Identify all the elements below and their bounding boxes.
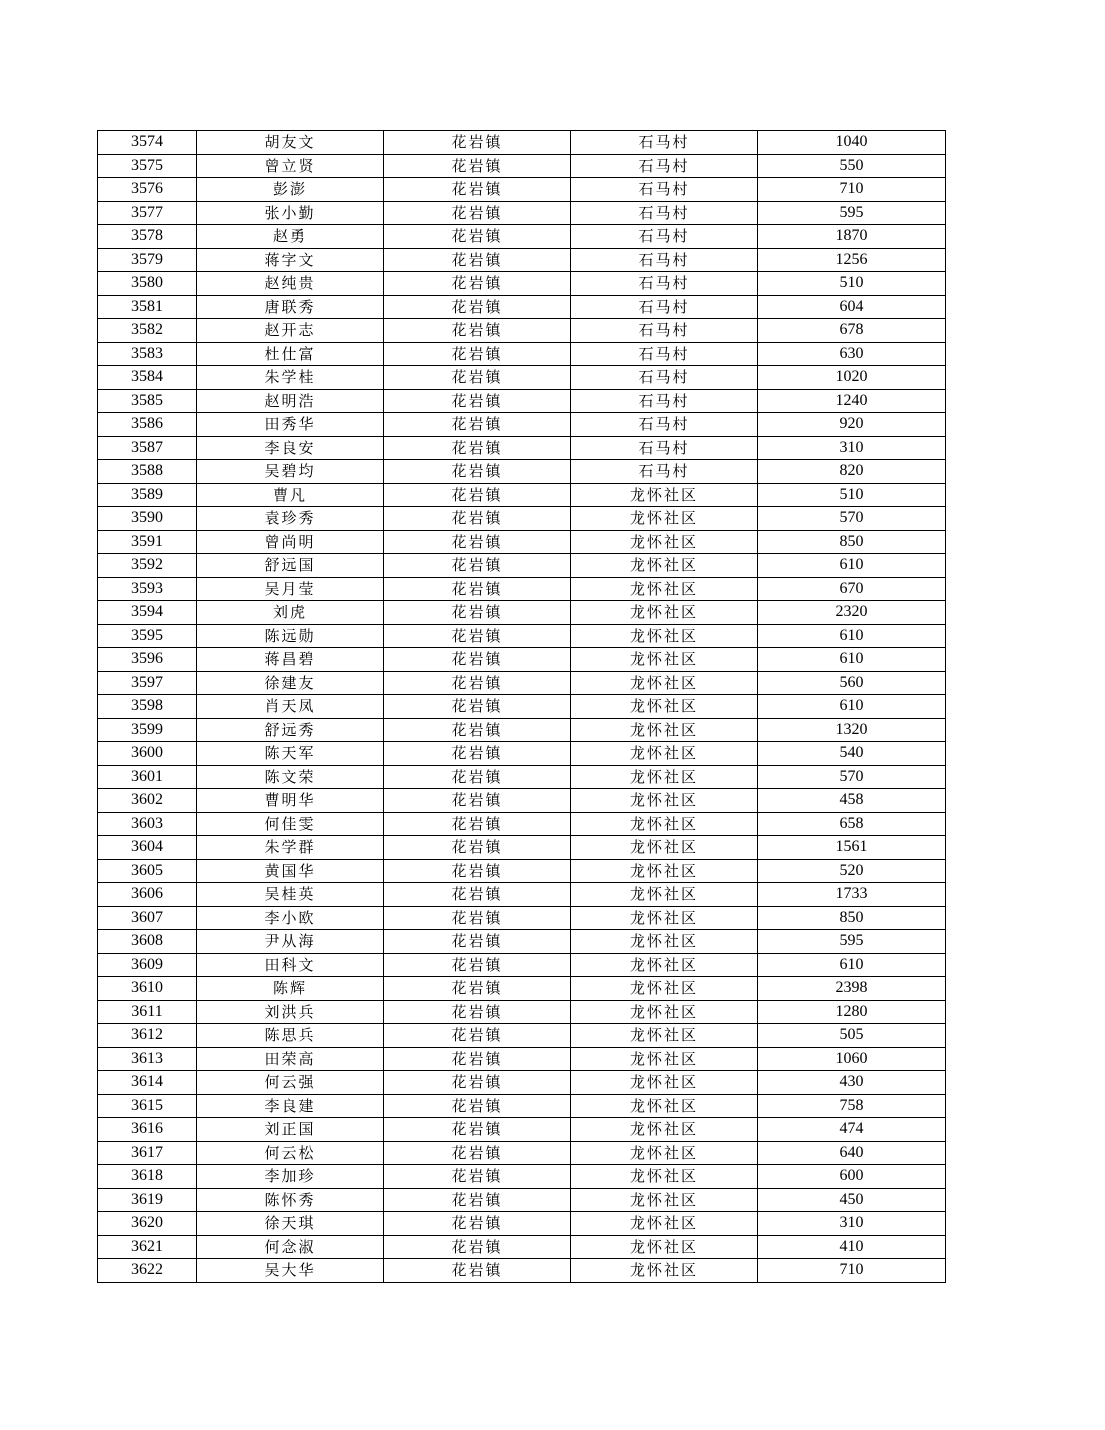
name-cell: 杜仕富 <box>197 342 384 366</box>
village-cell: 龙怀社区 <box>571 1259 758 1283</box>
table-row <box>98 836 946 860</box>
town-cell: 花岩镇 <box>384 483 571 507</box>
village-cell: 石马村 <box>571 389 758 413</box>
name-cell: 田科文 <box>197 953 384 977</box>
town-cell: 花岩镇 <box>384 742 571 766</box>
row-number-cell: 3591 <box>98 530 197 554</box>
amount-cell: 540 <box>758 742 946 766</box>
amount-cell: 920 <box>758 413 946 437</box>
table-row <box>98 413 946 437</box>
amount-cell: 520 <box>758 859 946 883</box>
table-body <box>98 131 946 1283</box>
town-cell: 花岩镇 <box>384 295 571 319</box>
row-number-cell: 3607 <box>98 906 197 930</box>
village-cell: 龙怀社区 <box>571 671 758 695</box>
village-cell: 龙怀社区 <box>571 1212 758 1236</box>
amount-cell: 1870 <box>758 225 946 249</box>
village-cell: 龙怀社区 <box>571 1141 758 1165</box>
village-cell: 石马村 <box>571 342 758 366</box>
village-cell: 石马村 <box>571 436 758 460</box>
village-cell: 龙怀社区 <box>571 1094 758 1118</box>
town-cell: 花岩镇 <box>384 530 571 554</box>
village-cell: 石马村 <box>571 225 758 249</box>
row-number-cell: 3587 <box>98 436 197 460</box>
amount-cell: 474 <box>758 1118 946 1142</box>
name-cell: 李良建 <box>197 1094 384 1118</box>
village-cell: 龙怀社区 <box>571 530 758 554</box>
amount-cell: 550 <box>758 154 946 178</box>
name-cell: 李加珍 <box>197 1165 384 1189</box>
name-cell: 赵纯贵 <box>197 272 384 296</box>
amount-cell: 658 <box>758 812 946 836</box>
name-cell: 吴碧均 <box>197 460 384 484</box>
row-number-cell: 3589 <box>98 483 197 507</box>
town-cell: 花岩镇 <box>384 507 571 531</box>
name-cell: 陈思兵 <box>197 1024 384 1048</box>
row-number-cell: 3579 <box>98 248 197 272</box>
town-cell: 花岩镇 <box>384 1165 571 1189</box>
table-row <box>98 154 946 178</box>
name-cell: 陈怀秀 <box>197 1188 384 1212</box>
amount-cell: 1280 <box>758 1000 946 1024</box>
town-cell: 花岩镇 <box>384 1094 571 1118</box>
name-cell: 赵勇 <box>197 225 384 249</box>
town-cell: 花岩镇 <box>384 225 571 249</box>
row-number-cell: 3574 <box>98 131 197 155</box>
name-cell: 何念淑 <box>197 1235 384 1259</box>
village-cell: 龙怀社区 <box>571 765 758 789</box>
village-cell: 石马村 <box>571 248 758 272</box>
town-cell: 花岩镇 <box>384 577 571 601</box>
row-number-cell: 3598 <box>98 695 197 719</box>
row-number-cell: 3580 <box>98 272 197 296</box>
village-cell: 石马村 <box>571 295 758 319</box>
village-cell: 龙怀社区 <box>571 1024 758 1048</box>
row-number-cell: 3616 <box>98 1118 197 1142</box>
row-number-cell: 3582 <box>98 319 197 343</box>
village-cell: 龙怀社区 <box>571 483 758 507</box>
amount-cell: 310 <box>758 1212 946 1236</box>
name-cell: 朱学群 <box>197 836 384 860</box>
table-row <box>98 789 946 813</box>
row-number-cell: 3585 <box>98 389 197 413</box>
name-cell: 陈文荣 <box>197 765 384 789</box>
town-cell: 花岩镇 <box>384 765 571 789</box>
town-cell: 花岩镇 <box>384 319 571 343</box>
amount-cell: 560 <box>758 671 946 695</box>
amount-cell: 710 <box>758 178 946 202</box>
town-cell: 花岩镇 <box>384 154 571 178</box>
town-cell: 花岩镇 <box>384 624 571 648</box>
village-cell: 龙怀社区 <box>571 718 758 742</box>
row-number-cell: 3604 <box>98 836 197 860</box>
village-cell: 龙怀社区 <box>571 648 758 672</box>
name-cell: 曾立贤 <box>197 154 384 178</box>
village-cell: 龙怀社区 <box>571 812 758 836</box>
town-cell: 花岩镇 <box>384 1188 571 1212</box>
town-cell: 花岩镇 <box>384 342 571 366</box>
row-number-cell: 3603 <box>98 812 197 836</box>
village-cell: 石马村 <box>571 154 758 178</box>
row-number-cell: 3577 <box>98 201 197 225</box>
name-cell: 尹从海 <box>197 930 384 954</box>
amount-cell: 670 <box>758 577 946 601</box>
row-number-cell: 3619 <box>98 1188 197 1212</box>
name-cell: 吴大华 <box>197 1259 384 1283</box>
name-cell: 舒远秀 <box>197 718 384 742</box>
name-cell: 陈辉 <box>197 977 384 1001</box>
village-cell: 石马村 <box>571 178 758 202</box>
village-cell: 龙怀社区 <box>571 1118 758 1142</box>
name-cell: 刘虎 <box>197 601 384 625</box>
town-cell: 花岩镇 <box>384 718 571 742</box>
town-cell: 花岩镇 <box>384 1024 571 1048</box>
amount-cell: 1040 <box>758 131 946 155</box>
table-row <box>98 577 946 601</box>
village-cell: 龙怀社区 <box>571 930 758 954</box>
amount-cell: 1256 <box>758 248 946 272</box>
village-cell: 石马村 <box>571 131 758 155</box>
village-cell: 龙怀社区 <box>571 1000 758 1024</box>
town-cell: 花岩镇 <box>384 366 571 390</box>
row-number-cell: 3596 <box>98 648 197 672</box>
row-number-cell: 3610 <box>98 977 197 1001</box>
table-row <box>98 1212 946 1236</box>
village-cell: 龙怀社区 <box>571 742 758 766</box>
name-cell: 唐联秀 <box>197 295 384 319</box>
name-cell: 徐天琪 <box>197 1212 384 1236</box>
name-cell: 陈天军 <box>197 742 384 766</box>
town-cell: 花岩镇 <box>384 413 571 437</box>
village-cell: 龙怀社区 <box>571 883 758 907</box>
village-cell: 龙怀社区 <box>571 836 758 860</box>
row-number-cell: 3614 <box>98 1071 197 1095</box>
table-row <box>98 319 946 343</box>
row-number-cell: 3581 <box>98 295 197 319</box>
table-row <box>98 366 946 390</box>
table-row <box>98 977 946 1001</box>
amount-cell: 1020 <box>758 366 946 390</box>
town-cell: 花岩镇 <box>384 671 571 695</box>
table-row <box>98 1259 946 1283</box>
name-cell: 李良安 <box>197 436 384 460</box>
village-cell: 石马村 <box>571 201 758 225</box>
name-cell: 何云松 <box>197 1141 384 1165</box>
amount-cell: 1240 <box>758 389 946 413</box>
name-cell: 袁珍秀 <box>197 507 384 531</box>
table-row <box>98 530 946 554</box>
village-cell: 龙怀社区 <box>571 906 758 930</box>
table-row <box>98 930 946 954</box>
name-cell: 胡友文 <box>197 131 384 155</box>
town-cell: 花岩镇 <box>384 201 571 225</box>
village-cell: 龙怀社区 <box>571 953 758 977</box>
amount-cell: 510 <box>758 483 946 507</box>
town-cell: 花岩镇 <box>384 1235 571 1259</box>
town-cell: 花岩镇 <box>384 554 571 578</box>
row-number-cell: 3576 <box>98 178 197 202</box>
name-cell: 何云强 <box>197 1071 384 1095</box>
amount-cell: 310 <box>758 436 946 460</box>
amount-cell: 610 <box>758 648 946 672</box>
amount-cell: 505 <box>758 1024 946 1048</box>
village-cell: 石马村 <box>571 413 758 437</box>
table-row <box>98 671 946 695</box>
amount-cell: 610 <box>758 624 946 648</box>
table-row <box>98 1118 946 1142</box>
name-cell: 张小勤 <box>197 201 384 225</box>
table-row <box>98 601 946 625</box>
row-number-cell: 3622 <box>98 1259 197 1283</box>
table-row <box>98 342 946 366</box>
amount-cell: 570 <box>758 507 946 531</box>
town-cell: 花岩镇 <box>384 601 571 625</box>
amount-cell: 850 <box>758 906 946 930</box>
amount-cell: 610 <box>758 953 946 977</box>
village-cell: 龙怀社区 <box>571 789 758 813</box>
town-cell: 花岩镇 <box>384 248 571 272</box>
town-cell: 花岩镇 <box>384 1000 571 1024</box>
data-table <box>97 130 946 1283</box>
town-cell: 花岩镇 <box>384 695 571 719</box>
village-cell: 龙怀社区 <box>571 695 758 719</box>
amount-cell: 758 <box>758 1094 946 1118</box>
row-number-cell: 3584 <box>98 366 197 390</box>
table-row <box>98 272 946 296</box>
table-row <box>98 295 946 319</box>
town-cell: 花岩镇 <box>384 1259 571 1283</box>
name-cell: 朱学桂 <box>197 366 384 390</box>
table-row <box>98 1165 946 1189</box>
name-cell: 舒远国 <box>197 554 384 578</box>
table-row <box>98 648 946 672</box>
town-cell: 花岩镇 <box>384 1118 571 1142</box>
row-number-cell: 3618 <box>98 1165 197 1189</box>
amount-cell: 820 <box>758 460 946 484</box>
name-cell: 徐建友 <box>197 671 384 695</box>
name-cell: 曹凡 <box>197 483 384 507</box>
amount-cell: 678 <box>758 319 946 343</box>
village-cell: 龙怀社区 <box>571 554 758 578</box>
row-number-cell: 3592 <box>98 554 197 578</box>
row-number-cell: 3612 <box>98 1024 197 1048</box>
town-cell: 花岩镇 <box>384 460 571 484</box>
name-cell: 何佳雯 <box>197 812 384 836</box>
name-cell: 李小欧 <box>197 906 384 930</box>
name-cell: 刘正国 <box>197 1118 384 1142</box>
row-number-cell: 3593 <box>98 577 197 601</box>
amount-cell: 610 <box>758 554 946 578</box>
table-row <box>98 695 946 719</box>
town-cell: 花岩镇 <box>384 389 571 413</box>
table-row <box>98 742 946 766</box>
town-cell: 花岩镇 <box>384 1212 571 1236</box>
village-cell: 龙怀社区 <box>571 507 758 531</box>
name-cell: 曹明华 <box>197 789 384 813</box>
town-cell: 花岩镇 <box>384 883 571 907</box>
village-cell: 石马村 <box>571 460 758 484</box>
table-row <box>98 554 946 578</box>
town-cell: 花岩镇 <box>384 789 571 813</box>
table-row <box>98 1071 946 1095</box>
town-cell: 花岩镇 <box>384 436 571 460</box>
row-number-cell: 3601 <box>98 765 197 789</box>
row-number-cell: 3617 <box>98 1141 197 1165</box>
table-row <box>98 131 946 155</box>
town-cell: 花岩镇 <box>384 977 571 1001</box>
table-row <box>98 1188 946 1212</box>
village-cell: 龙怀社区 <box>571 601 758 625</box>
amount-cell: 1060 <box>758 1047 946 1071</box>
name-cell: 曾尚明 <box>197 530 384 554</box>
amount-cell: 610 <box>758 695 946 719</box>
village-cell: 石马村 <box>571 272 758 296</box>
amount-cell: 640 <box>758 1141 946 1165</box>
amount-cell: 630 <box>758 342 946 366</box>
row-number-cell: 3599 <box>98 718 197 742</box>
village-cell: 龙怀社区 <box>571 577 758 601</box>
table-row <box>98 225 946 249</box>
amount-cell: 458 <box>758 789 946 813</box>
amount-cell: 850 <box>758 530 946 554</box>
row-number-cell: 3621 <box>98 1235 197 1259</box>
amount-cell: 600 <box>758 1165 946 1189</box>
row-number-cell: 3590 <box>98 507 197 531</box>
table-row <box>98 483 946 507</box>
row-number-cell: 3608 <box>98 930 197 954</box>
town-cell: 花岩镇 <box>384 131 571 155</box>
table-row <box>98 1047 946 1071</box>
row-number-cell: 3597 <box>98 671 197 695</box>
village-cell: 龙怀社区 <box>571 1235 758 1259</box>
name-cell: 蒋昌碧 <box>197 648 384 672</box>
village-cell: 石马村 <box>571 366 758 390</box>
row-number-cell: 3588 <box>98 460 197 484</box>
amount-cell: 1320 <box>758 718 946 742</box>
row-number-cell: 3605 <box>98 859 197 883</box>
name-cell: 肖天凤 <box>197 695 384 719</box>
village-cell: 龙怀社区 <box>571 624 758 648</box>
table-row <box>98 859 946 883</box>
town-cell: 花岩镇 <box>384 930 571 954</box>
village-cell: 龙怀社区 <box>571 1047 758 1071</box>
table-row <box>98 718 946 742</box>
table-row <box>98 1094 946 1118</box>
row-number-cell: 3613 <box>98 1047 197 1071</box>
name-cell: 蒋字文 <box>197 248 384 272</box>
amount-cell: 1733 <box>758 883 946 907</box>
row-number-cell: 3578 <box>98 225 197 249</box>
town-cell: 花岩镇 <box>384 1141 571 1165</box>
table-row <box>98 1141 946 1165</box>
table-row <box>98 178 946 202</box>
table-row <box>98 436 946 460</box>
village-cell: 龙怀社区 <box>571 859 758 883</box>
amount-cell: 450 <box>758 1188 946 1212</box>
name-cell: 黄国华 <box>197 859 384 883</box>
amount-cell: 595 <box>758 930 946 954</box>
amount-cell: 430 <box>758 1071 946 1095</box>
table-row <box>98 507 946 531</box>
table-row <box>98 953 946 977</box>
row-number-cell: 3594 <box>98 601 197 625</box>
name-cell: 彭澎 <box>197 178 384 202</box>
name-cell: 赵开志 <box>197 319 384 343</box>
row-number-cell: 3595 <box>98 624 197 648</box>
row-number-cell: 3586 <box>98 413 197 437</box>
table-row <box>98 1235 946 1259</box>
town-cell: 花岩镇 <box>384 953 571 977</box>
amount-cell: 595 <box>758 201 946 225</box>
table-row <box>98 1000 946 1024</box>
table-row <box>98 624 946 648</box>
town-cell: 花岩镇 <box>384 1047 571 1071</box>
amount-cell: 604 <box>758 295 946 319</box>
table-row <box>98 1024 946 1048</box>
row-number-cell: 3609 <box>98 953 197 977</box>
table-row <box>98 906 946 930</box>
name-cell: 陈远勋 <box>197 624 384 648</box>
town-cell: 花岩镇 <box>384 1071 571 1095</box>
amount-cell: 570 <box>758 765 946 789</box>
table-row <box>98 201 946 225</box>
table-row <box>98 812 946 836</box>
village-cell: 龙怀社区 <box>571 977 758 1001</box>
village-cell: 龙怀社区 <box>571 1071 758 1095</box>
amount-cell: 1561 <box>758 836 946 860</box>
town-cell: 花岩镇 <box>384 178 571 202</box>
row-number-cell: 3606 <box>98 883 197 907</box>
town-cell: 花岩镇 <box>384 836 571 860</box>
name-cell: 吴月莹 <box>197 577 384 601</box>
name-cell: 刘洪兵 <box>197 1000 384 1024</box>
town-cell: 花岩镇 <box>384 906 571 930</box>
row-number-cell: 3583 <box>98 342 197 366</box>
amount-cell: 510 <box>758 272 946 296</box>
name-cell: 田荣高 <box>197 1047 384 1071</box>
row-number-cell: 3611 <box>98 1000 197 1024</box>
table-row <box>98 389 946 413</box>
amount-cell: 410 <box>758 1235 946 1259</box>
name-cell: 赵明浩 <box>197 389 384 413</box>
row-number-cell: 3602 <box>98 789 197 813</box>
village-cell: 龙怀社区 <box>571 1165 758 1189</box>
row-number-cell: 3615 <box>98 1094 197 1118</box>
row-number-cell: 3600 <box>98 742 197 766</box>
amount-cell: 2398 <box>758 977 946 1001</box>
table-row <box>98 765 946 789</box>
name-cell: 吴桂英 <box>197 883 384 907</box>
name-cell: 田秀华 <box>197 413 384 437</box>
town-cell: 花岩镇 <box>384 812 571 836</box>
village-cell: 龙怀社区 <box>571 1188 758 1212</box>
table-row <box>98 460 946 484</box>
amount-cell: 2320 <box>758 601 946 625</box>
row-number-cell: 3620 <box>98 1212 197 1236</box>
row-number-cell: 3575 <box>98 154 197 178</box>
village-cell: 石马村 <box>571 319 758 343</box>
table-row <box>98 883 946 907</box>
town-cell: 花岩镇 <box>384 859 571 883</box>
town-cell: 花岩镇 <box>384 272 571 296</box>
table-row <box>98 248 946 272</box>
amount-cell: 710 <box>758 1259 946 1283</box>
town-cell: 花岩镇 <box>384 648 571 672</box>
